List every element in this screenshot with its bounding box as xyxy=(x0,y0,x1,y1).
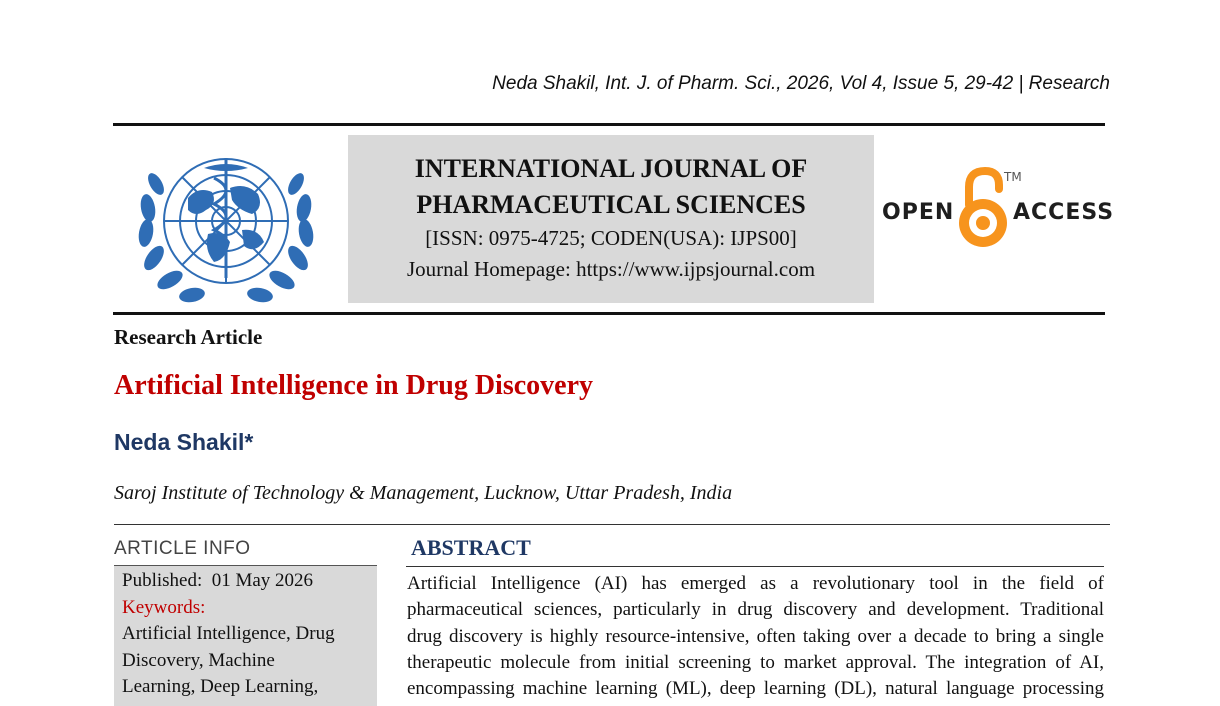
journal-homepage[interactable]: Journal Homepage: https://www.ijpsjournal.com xyxy=(406,257,816,281)
keywords-line: Discovery, Machine xyxy=(122,649,275,671)
running-head: Neda Shakil, Int. J. of Pharm. Sci., 2026, Vol 4, Issue 5, 29-42 | Research xyxy=(492,73,1110,94)
article-info-box xyxy=(114,566,377,706)
published-row xyxy=(122,568,369,595)
open-access-open-word: OPEN xyxy=(882,200,955,225)
header-rule-bottom xyxy=(113,312,1105,315)
keywords-line: Learning, Deep Learning, xyxy=(122,676,319,697)
journal-title-line2: PHARMACEUTICAL SCIENCES xyxy=(416,190,806,219)
author-name[interactable]: Neda Shakil* xyxy=(114,429,254,455)
journal-emblem-icon xyxy=(126,138,326,308)
keywords-label: Keywords: xyxy=(122,596,206,618)
open-access-access-word: ACCESS xyxy=(1013,200,1115,225)
section-divider xyxy=(114,524,1110,525)
abstract-heading: ABSTRACT xyxy=(411,535,531,560)
open-access-lock-icon xyxy=(955,165,1011,251)
header-rule-top xyxy=(113,123,1105,126)
abstract-line: therapeutic molecule from initial screening to market approval. The integration of AI, xyxy=(407,651,1104,673)
abstract-line: Artificial Intelligence (AI) has emerged as a revolutionary tool in the field of xyxy=(407,573,1104,594)
published-date: 01 May 2026 xyxy=(211,570,314,591)
article-info-heading: ARTICLE INFO xyxy=(114,538,251,559)
abstract-line: encompassing machine learning (ML), deep learning (DL), natural language processing xyxy=(407,678,1104,700)
journal-issn: [ISSN: 0975-4725; CODEN(USA): IJPS00] xyxy=(425,226,797,250)
abstract-line: pharmaceutical sciences, particularly in drug discovery and development. Traditional xyxy=(407,599,1104,621)
published-label: Published: xyxy=(122,570,203,591)
abstract-rule xyxy=(406,566,1104,567)
keywords-line: Artificial Intelligence, Drug xyxy=(122,623,335,644)
journal-title-line1: INTERNATIONAL JOURNAL OF xyxy=(414,154,808,183)
abstract-line: drug discovery is highly resource-intensive, often taking over a decade to bring a single xyxy=(407,625,1104,647)
abstract-body xyxy=(407,571,1104,702)
article-title: Artificial Intelligence in Drug Discovery xyxy=(114,370,594,401)
article-type: Research Article xyxy=(114,325,263,349)
open-access-trademark: TM xyxy=(1004,170,1022,184)
journal-info-box xyxy=(348,135,874,303)
author-affiliation: Saroj Institute of Technology & Management, Lucknow, Uttar Pradesh, India xyxy=(114,482,733,504)
